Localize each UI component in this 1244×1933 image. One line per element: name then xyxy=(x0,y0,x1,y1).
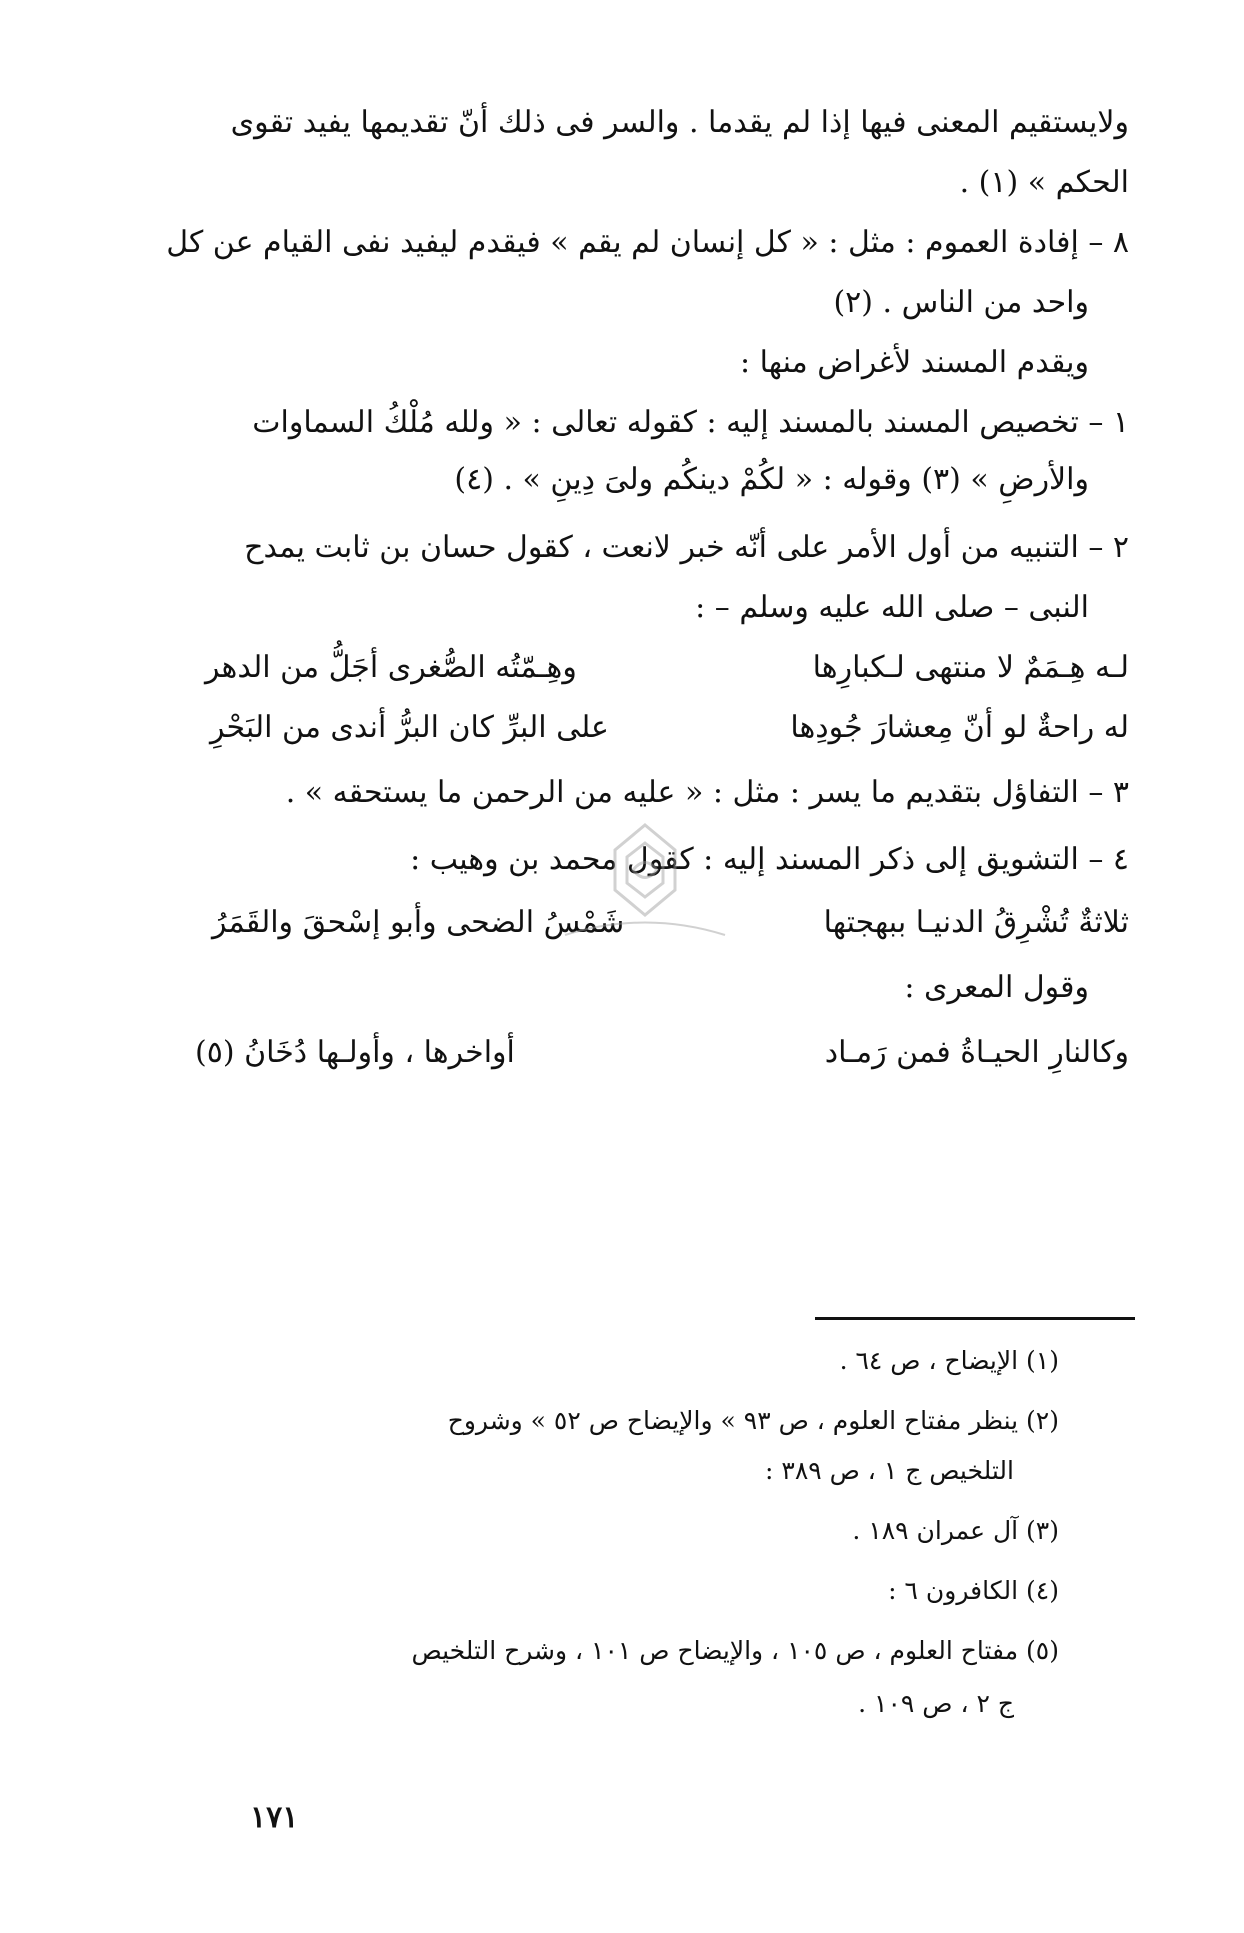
footnote-divider xyxy=(815,1317,1135,1320)
verse-hemistich: لـه هِـمَمٌ لا منتهى لـكبارِها xyxy=(812,650,1129,685)
verse-hemistich: وكالنارِ الحيـاةُ فمن رَمـاد xyxy=(824,1035,1129,1070)
verse-hemistich: له راحةٌ لو أنّ مِعشارَ جُودِها xyxy=(790,710,1129,745)
list-item-8-continuation: واحد من الناس . (٢) xyxy=(833,285,1089,320)
verse-hemistich: وهِـمّتُه الصُّغرى أجَلُّ من الدهر xyxy=(205,650,577,685)
list-item-4: ٤ – التشويق إلى ذكر المسند إليه : كقول محمد بن وهيب : xyxy=(410,842,1129,877)
list-item-8: ٨ – إفادة العموم : مثل : « كل إنسان لم يقم » فيقدم ليفيد نفى القيام عن كل xyxy=(166,225,1129,260)
footnote: (١) الإيضاح ، ص ٦٤ . xyxy=(839,1346,1059,1375)
list-item-1-continuation: والأرضِ » (٣) وقوله : « لكُمْ دينكُم ولىَ دِينِ » . (٤) xyxy=(454,462,1089,497)
page-number: ١٧١ xyxy=(250,1800,299,1835)
list-item-1: ١ – تخصيص المسند بالمسند إليه : كقوله تعالى : « ولله مُلْكُ السماوات xyxy=(252,405,1129,440)
list-item-2: ٢ – التنبيه من أول الأمر على أنّه خبر لانعت ، كقول حسان بن ثابت يمدح xyxy=(244,530,1129,565)
footnote: (٤) الكافرون ٦ : xyxy=(888,1576,1059,1605)
library-seal-icon xyxy=(545,815,745,955)
footnote-continuation: ج ٢ ، ص ١٠٩ . xyxy=(858,1689,1014,1718)
footnote: (٢) ينظر مفتاح العلوم ، ص ٩٣ » والإيضاح ص ٥٢ » وشروح xyxy=(447,1406,1059,1435)
section-intro: ويقدم المسند لأغراض منها : xyxy=(739,345,1089,380)
verse-hemistich: أواخرها ، وأولـها دُخَانُ (٥) xyxy=(195,1035,515,1070)
verse-hemistich: شَمْسُ الضحى وأبو إسْحقَ والقَمَرُ xyxy=(212,905,625,940)
footnote-continuation: التلخيص ج ١ ، ص ٣٨٩ : xyxy=(765,1456,1014,1485)
paragraph-line: الحكم » (١) . xyxy=(959,165,1129,200)
quote-intro: وقول المعرى : xyxy=(904,970,1089,1005)
verse-hemistich: ثلاثةٌ تُشْرِقُ الدنيـا ببهجتها xyxy=(823,905,1129,940)
footnote: (٣) آل عمران ١٨٩ . xyxy=(852,1516,1059,1545)
list-item-3: ٣ – التفاؤل بتقديم ما يسر : مثل : « عليه من الرحمن ما يستحقه » . xyxy=(285,775,1129,810)
list-item-2-continuation: النبى – صلى الله عليه وسلم – : xyxy=(695,590,1089,625)
paragraph-line: ولايستقيم المعنى فيها إذا لم يقدما . والسر فى ذلك أنّ تقديمها يفيد تقوى xyxy=(230,105,1129,140)
footnote: (٥) مفتاح العلوم ، ص ١٠٥ ، والإيضاح ص ١٠١ ، وشرح التلخيص xyxy=(411,1636,1059,1665)
verse-hemistich: على البرِّ كان البرُّ أندى من البَحْرِ xyxy=(210,710,609,745)
